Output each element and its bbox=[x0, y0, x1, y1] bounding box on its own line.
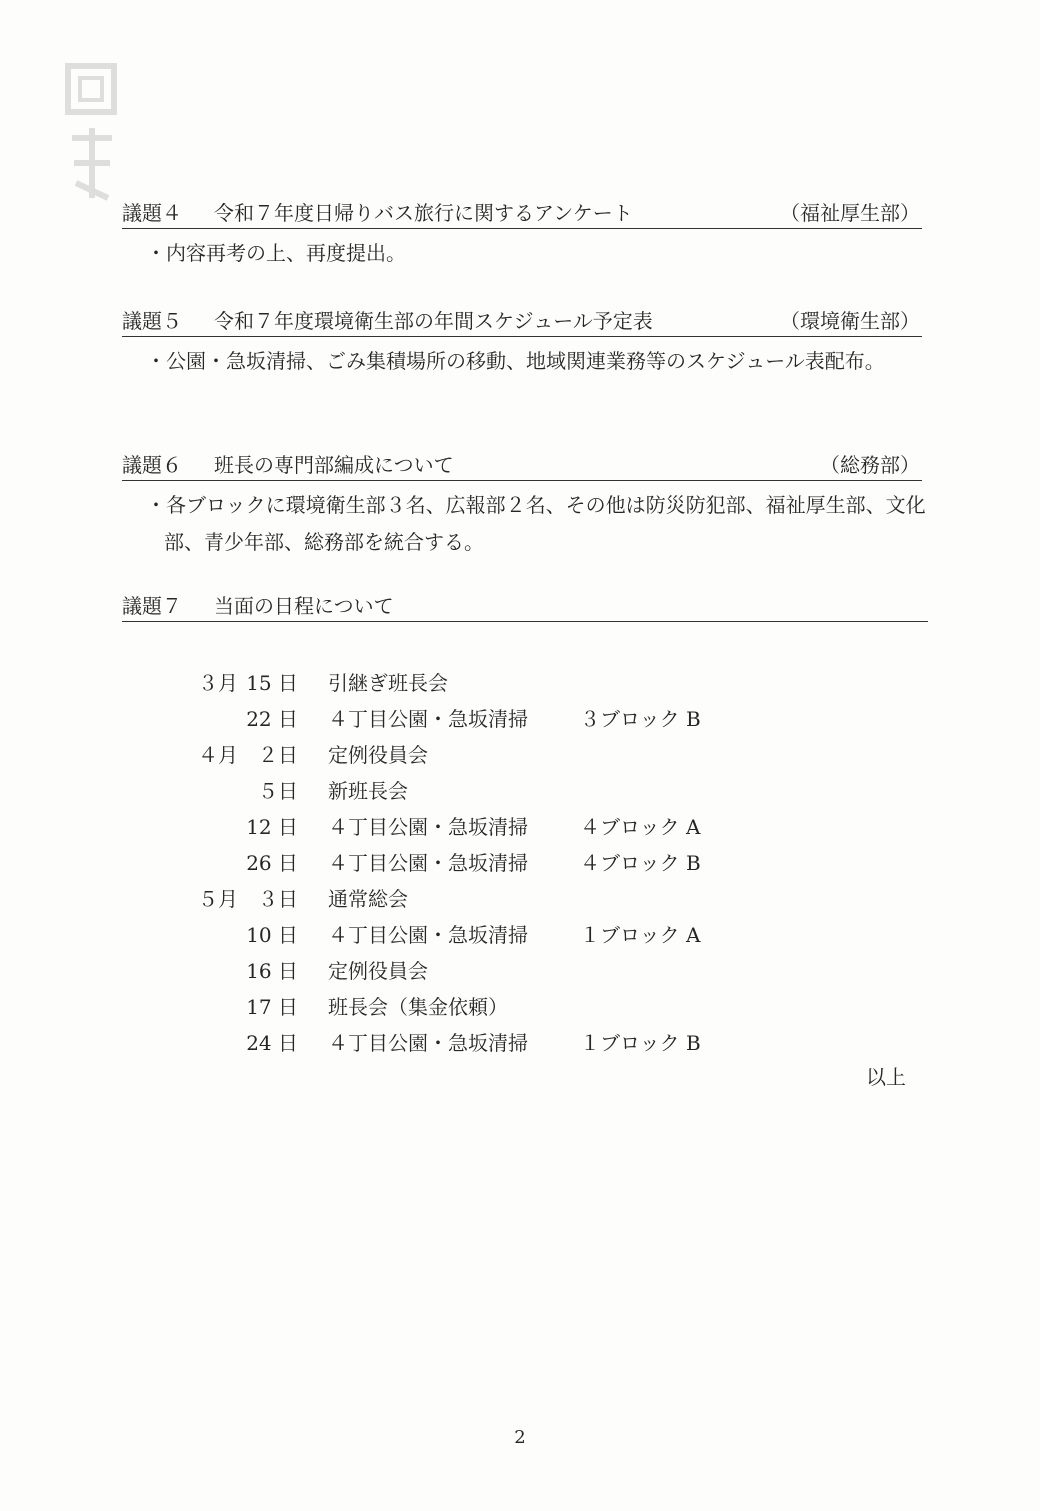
schedule-event: 定例役員会 bbox=[328, 743, 428, 767]
agenda-number: 議題７ bbox=[122, 594, 182, 618]
schedule-row bbox=[198, 989, 758, 1025]
schedule-block: ４ブロック A bbox=[580, 815, 701, 839]
schedule-event: 班長会（集金依頼） bbox=[328, 995, 508, 1019]
agenda-heading bbox=[122, 450, 922, 481]
schedule-row bbox=[198, 1025, 758, 1061]
agenda-department: （総務部） bbox=[820, 453, 920, 477]
schedule-event: 通常総会 bbox=[328, 887, 408, 911]
schedule-day: 16 日 bbox=[246, 959, 298, 983]
schedule-day: 10 日 bbox=[246, 923, 298, 947]
agenda-title: 令和７年度日帰りバス旅行に関するアンケート bbox=[214, 201, 633, 225]
schedule-row bbox=[198, 773, 758, 809]
schedule-block: １ブロック B bbox=[580, 1031, 701, 1055]
agenda-heading bbox=[122, 591, 928, 622]
schedule-month: ４月 bbox=[198, 743, 238, 767]
schedule-event: 新班長会 bbox=[328, 779, 408, 803]
schedule-day: 24 日 bbox=[246, 1031, 298, 1055]
schedule-day: ２日 bbox=[258, 743, 298, 767]
schedule-day: ３日 bbox=[258, 887, 298, 911]
agenda-item-7 bbox=[122, 591, 928, 622]
schedule-row bbox=[198, 953, 758, 989]
faded-stamp-mark bbox=[62, 58, 122, 208]
agenda-item-4 bbox=[122, 198, 922, 272]
schedule-day: 22 日 bbox=[246, 707, 298, 731]
schedule-row bbox=[198, 917, 758, 953]
schedule-list bbox=[198, 665, 758, 1061]
schedule-row bbox=[198, 737, 758, 773]
schedule-row bbox=[198, 665, 758, 701]
agenda-department: （福祉厚生部） bbox=[780, 201, 920, 225]
schedule-event: ４丁目公園・急坂清掃 bbox=[328, 1031, 528, 1055]
agenda-note: ・各ブロックに環境衛生部３名、広報部２名、その他は防災防犯部、福祉厚生部、文化部、青少年部、総務部を統合する。 bbox=[146, 493, 926, 554]
schedule-block: ３ブロック B bbox=[580, 707, 701, 731]
schedule-event: 引継ぎ班長会 bbox=[328, 671, 448, 695]
schedule-block: １ブロック A bbox=[580, 923, 701, 947]
agenda-note: ・公園・急坂清掃、ごみ集積場所の移動、地域関連業務等のスケジュール表配布。 bbox=[146, 349, 885, 373]
agenda-number: 議題６ bbox=[122, 453, 182, 477]
schedule-day: 15 日 bbox=[246, 671, 298, 695]
page-number: 2 bbox=[514, 1427, 526, 1448]
agenda-title: 当面の日程について bbox=[214, 594, 394, 618]
schedule-day: 26 日 bbox=[246, 851, 298, 875]
schedule-row bbox=[198, 881, 758, 917]
agenda-department: （環境衛生部） bbox=[780, 309, 920, 333]
schedule-event: ４丁目公園・急坂清掃 bbox=[328, 707, 528, 731]
schedule-event: 定例役員会 bbox=[328, 959, 428, 983]
schedule-event: ４丁目公園・急坂清掃 bbox=[328, 923, 528, 947]
agenda-title: 班長の専門部編成について bbox=[214, 453, 454, 477]
schedule-block: ４ブロック B bbox=[580, 851, 701, 875]
schedule-row bbox=[198, 701, 758, 737]
closing-remark: 以上 bbox=[866, 1065, 906, 1089]
agenda-item-5 bbox=[122, 306, 922, 380]
schedule-day: ５日 bbox=[258, 779, 298, 803]
schedule-row bbox=[198, 845, 758, 881]
agenda-note: ・内容再考の上、再度提出。 bbox=[146, 241, 406, 265]
agenda-number: 議題５ bbox=[122, 309, 182, 333]
agenda-number: 議題４ bbox=[122, 201, 182, 225]
schedule-month: ５月 bbox=[198, 887, 238, 911]
agenda-heading bbox=[122, 306, 922, 337]
schedule-day: 17 日 bbox=[246, 995, 298, 1019]
schedule-row bbox=[198, 809, 758, 845]
schedule-day: 12 日 bbox=[246, 815, 298, 839]
agenda-title: 令和７年度環境衛生部の年間スケジュール予定表 bbox=[214, 309, 653, 333]
schedule-event: ４丁目公園・急坂清掃 bbox=[328, 815, 528, 839]
agenda-item-6 bbox=[122, 450, 926, 561]
agenda-heading bbox=[122, 198, 922, 229]
schedule-month: ３月 bbox=[198, 671, 238, 695]
schedule-event: ４丁目公園・急坂清掃 bbox=[328, 851, 528, 875]
